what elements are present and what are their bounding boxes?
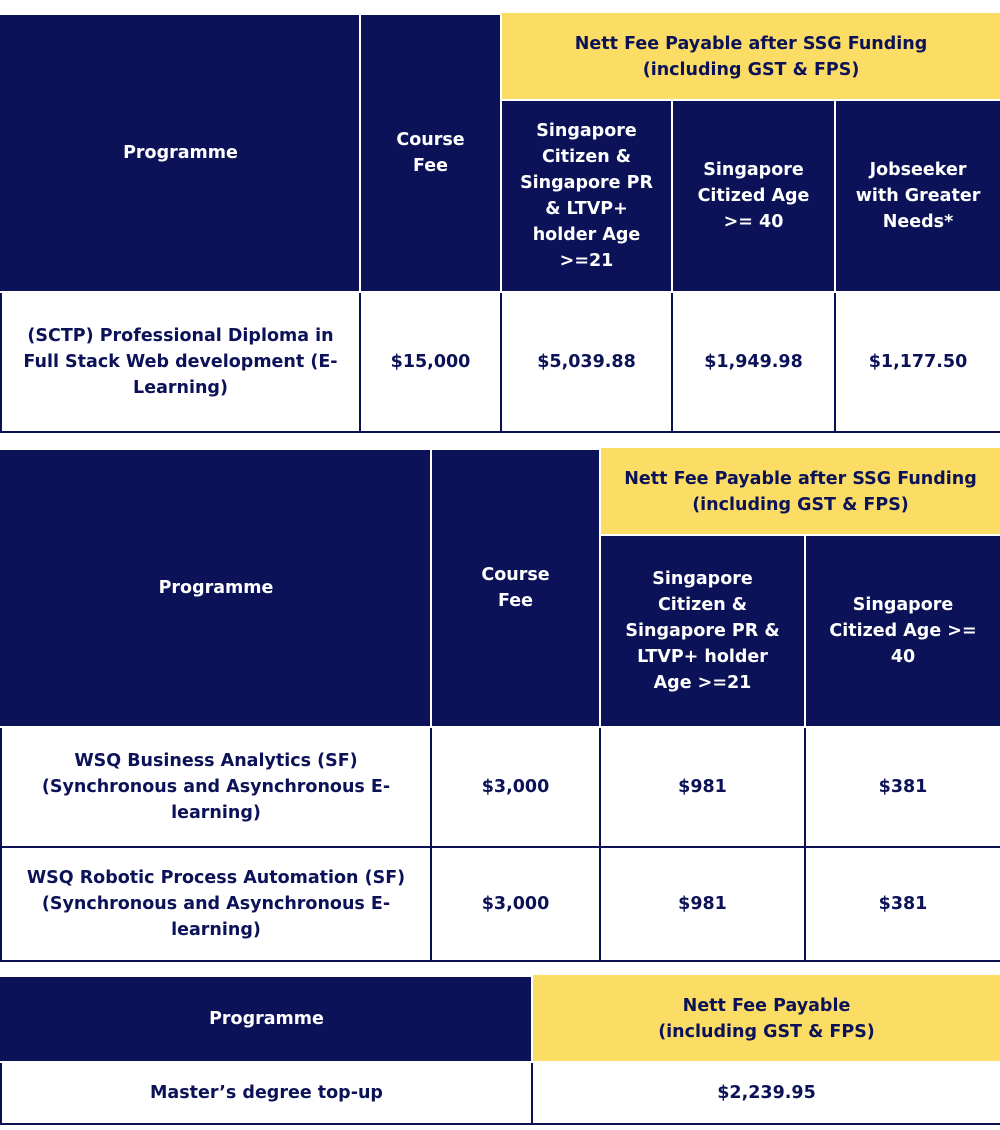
header-programme: Programme	[1, 976, 532, 1062]
course-fee-cell: $3,000	[431, 727, 600, 847]
fee-table-sctp	[0, 13, 1000, 433]
citizen-40-fee-cell: $1,949.98	[672, 292, 835, 432]
header-nett-fee: Nett Fee Payable after SSG Funding (including GST & FPS)	[501, 14, 1000, 100]
citizen-40-fee-cell: $381	[805, 727, 1000, 847]
header-citizen-pr: Singapore Citizen & Singapore PR & LTVP+ holder Age >=21	[501, 100, 672, 292]
table-row	[1, 292, 1000, 432]
programme-cell: WSQ Robotic Process Automation (SF) (Synchronous and Asynchronous E-learning)	[1, 847, 431, 961]
header-citizen-pr: Singapore Citizen & Singapore PR & LTVP+ holder Age >=21	[600, 535, 805, 727]
citizen-pr-fee-cell: $5,039.88	[501, 292, 672, 432]
table-row	[1, 847, 1000, 961]
header-citizen-40: Singapore Citized Age >= 40	[805, 535, 1000, 727]
citizen-pr-fee-cell: $981	[600, 727, 805, 847]
header-citizen-40: Singapore Citized Age >= 40	[672, 100, 835, 292]
fee-table-masters	[0, 975, 1000, 1125]
table-row	[1, 1062, 1000, 1124]
jobseeker-fee-cell: $1,177.50	[835, 292, 1000, 432]
citizen-40-fee-cell: $381	[805, 847, 1000, 961]
nett-fee-cell: $2,239.95	[532, 1062, 1000, 1124]
header-course-fee: Course Fee	[431, 449, 600, 727]
programme-cell: WSQ Business Analytics (SF) (Synchronous and Asynchronous E-learning)	[1, 727, 431, 847]
programme-cell: (SCTP) Professional Diploma in Full Stack Web development (E-Learning)	[1, 292, 360, 432]
header-programme: Programme	[1, 449, 431, 727]
course-fee-cell: $3,000	[431, 847, 600, 961]
programme-cell: Master’s degree top-up	[1, 1062, 532, 1124]
course-fee-cell: $15,000	[360, 292, 501, 432]
header-nett-fee: Nett Fee Payable (including GST & FPS)	[532, 976, 1000, 1062]
fee-table-wsq	[0, 448, 1000, 962]
header-nett-fee: Nett Fee Payable after SSG Funding (including GST & FPS)	[600, 449, 1000, 535]
header-course-fee: Course Fee	[360, 14, 501, 292]
citizen-pr-fee-cell: $981	[600, 847, 805, 961]
header-programme: Programme	[1, 14, 360, 292]
header-jobseeker: Jobseeker with Greater Needs*	[835, 100, 1000, 292]
table-row	[1, 727, 1000, 847]
